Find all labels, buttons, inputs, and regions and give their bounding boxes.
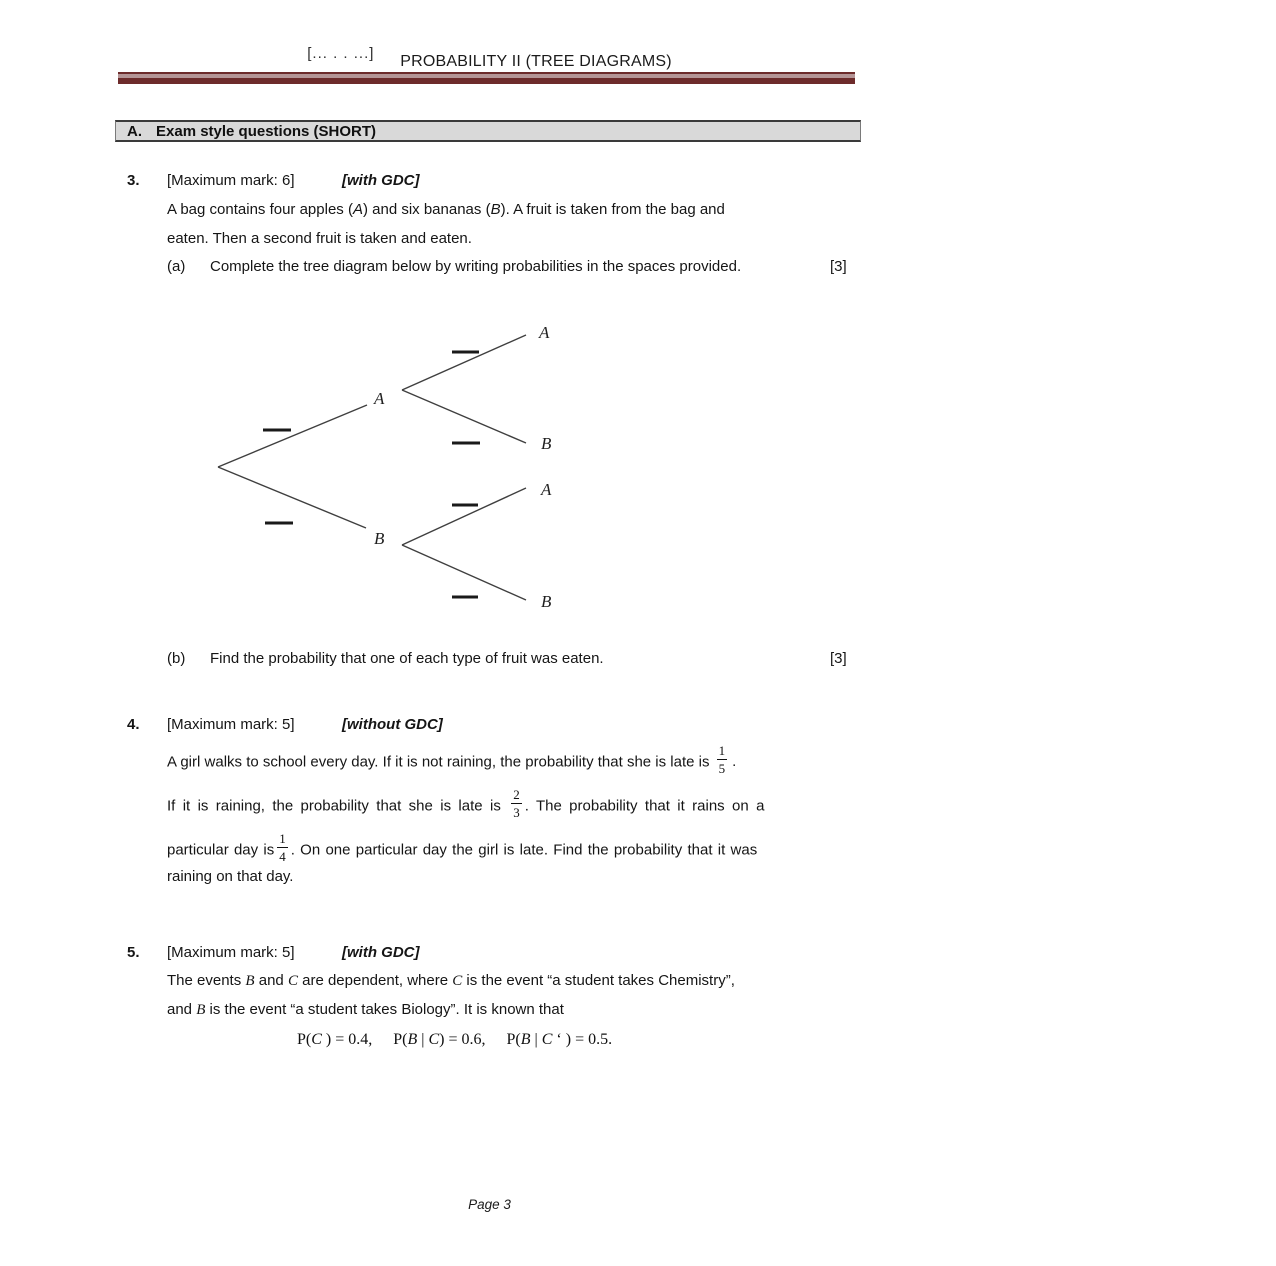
q5-body-line1 [0, 972, 1146, 990]
q5-math-c3: C [541, 1031, 553, 1048]
clipped-topic-tag-text: [... . . ...] [307, 45, 375, 62]
blank-prob-a-a [452, 351, 479, 354]
q4-body-line1-period: . [732, 753, 737, 771]
q4-body-line4: raining on that day. [167, 868, 294, 885]
q3-part-a-marks: [3] [830, 258, 847, 275]
q3-part-a-text: Complete the tree diagram below by writing probabilities in the spaces provided. [210, 258, 742, 275]
blank-prob-root-a [263, 429, 291, 432]
page-footer: Page 3 [468, 1197, 511, 1212]
blank-prob-a-b [452, 442, 480, 445]
branch-b-a [402, 488, 526, 545]
section-title: Exam style questions (SHORT) [156, 123, 377, 140]
q3-body-line2: eaten. Then a second fruit is taken and eaten. [167, 230, 472, 247]
q5-math-b1: B [407, 1031, 418, 1048]
q5-body-line2 [0, 1001, 1146, 1019]
q5-body-line1-text2: and [254, 972, 288, 989]
q4-max-mark: [Maximum mark: 5] [167, 716, 295, 733]
page-header [0, 45, 979, 70]
q5-event-c: C [287, 973, 298, 989]
fraction-one-fifth [717, 744, 728, 775]
q5-event-c2: C [452, 973, 463, 989]
q3-event-b: B [490, 201, 501, 218]
node-label-bb: B [541, 592, 552, 611]
node-label-ba: A [541, 480, 552, 499]
q4-body-line3 [0, 831, 1146, 866]
q5-body-line1-text: The events [167, 972, 246, 989]
fraction-one-fifth-den: 5 [718, 761, 726, 776]
q5-math-p1: P( [297, 1031, 312, 1048]
fraction-one-quarter-den: 4 [279, 849, 286, 864]
q5-math-eq2: ) = 0.6, [439, 1031, 486, 1048]
blank-prob-root-b [265, 522, 293, 525]
q3-part-b-text: Find the probability that one of each type of fruit was eaten. [210, 650, 604, 667]
q5-math-c2: C [428, 1031, 440, 1048]
fraction-two-thirds-num: 2 [513, 787, 520, 802]
blank-prob-b-b [452, 596, 478, 599]
q3-body-line1-text: A bag contains four apples ( [167, 201, 353, 218]
fraction-two-thirds-den: 3 [513, 805, 520, 820]
q4-gdc-flag: [without GDC] [342, 716, 443, 733]
clipped-topic-tag [307, 45, 393, 66]
q4-body-line2-text2: . The probability that it rains on a [524, 797, 765, 815]
q5-body-line1-text4: is the event “a student takes Chemistry”, [462, 972, 735, 989]
branch-root-b [218, 467, 366, 528]
q5-gdc-flag: [with GDC] [342, 944, 420, 961]
node-label-ab: B [541, 434, 552, 453]
branch-root-a [218, 405, 367, 467]
q3-body-line1-text3: ). A fruit is taken from the bag and [500, 201, 725, 218]
q3-max-mark: [Maximum mark: 6] [167, 172, 295, 189]
q5-math-p3: P( [506, 1031, 521, 1048]
section-label: A. [127, 123, 142, 140]
node-label-aa: A [539, 323, 550, 342]
q5-body-line2-text: and [167, 1001, 197, 1018]
branch-b-b [402, 545, 526, 600]
page-title: PROBABILITY II (TREE DIAGRAMS) [400, 53, 672, 70]
q3-body-line1 [0, 201, 1146, 218]
node-label-first-b: B [374, 529, 385, 548]
node-label-first-a: A [374, 389, 385, 408]
q3-part-b-marks: [3] [830, 650, 847, 667]
q3-gdc-flag: [with GDC] [342, 172, 420, 189]
blank-prob-b-a [452, 504, 478, 507]
q5-body-line1-text3: are dependent, where [297, 972, 453, 989]
q5-probability-equations [297, 1031, 1276, 1048]
q5-math-eq1: ) = 0.4, [321, 1031, 373, 1048]
q3-event-a: A [352, 201, 363, 218]
q3-body-line1-text2: ) and six bananas ( [362, 201, 491, 218]
q4-body-line2-text: If it is raining, the probability that she is late is [167, 797, 501, 815]
q5-max-mark: [Maximum mark: 5] [167, 944, 295, 961]
q5-math-c1: C [311, 1031, 322, 1048]
fraction-one-fifth-num: 1 [718, 743, 726, 758]
q4-body-line2 [0, 787, 1146, 822]
section-header-bar [115, 120, 861, 142]
branch-a-a [402, 335, 526, 390]
q5-event-b2: B [196, 1002, 206, 1018]
q3-number: 3. [127, 172, 140, 189]
q3-part-a-label: (a) [167, 258, 186, 275]
branch-a-b [402, 390, 526, 443]
header-divider-rule [118, 72, 855, 84]
fraction-one-quarter-num: 1 [279, 831, 286, 846]
fraction-two-thirds [511, 788, 522, 819]
q4-number: 4. [127, 716, 140, 733]
q5-math-eq3: ‘ ) = 0.5. [552, 1031, 613, 1048]
q4-body-line3-text2: . On one particular day the girl is late. Find the probability that it was [290, 841, 758, 859]
q3-part-b-label: (b) [167, 650, 186, 667]
q5-math-bar2: | [530, 1031, 542, 1048]
tree-diagram [190, 308, 590, 633]
q5-number: 5. [127, 944, 140, 961]
fraction-one-quarter [277, 832, 288, 863]
q5-event-b: B [245, 973, 255, 989]
q4-body-line1-text: A girl walks to school every day. If it is not raining, the probability that she is late is [167, 753, 710, 771]
q5-math-b2: B [520, 1031, 531, 1048]
q4-body-line3-text: particular day is [167, 841, 275, 859]
q5-math-p2: P( [393, 1031, 408, 1048]
q5-body-line2-text2: is the event “a student takes Biology”. It is known that [205, 1001, 564, 1018]
q5-math-bar1: | [417, 1031, 429, 1048]
q4-body-line1 [0, 743, 1146, 778]
